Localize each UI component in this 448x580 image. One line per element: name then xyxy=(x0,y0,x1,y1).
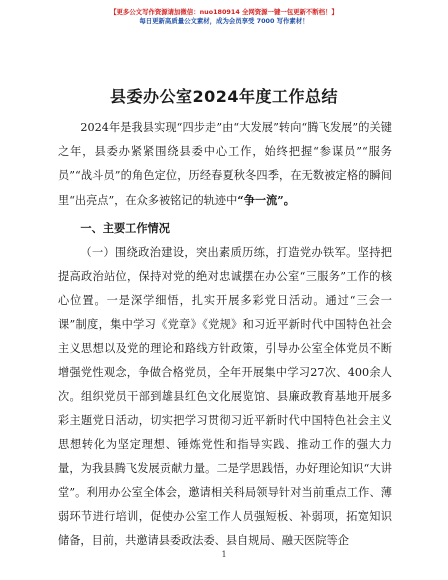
document-title: 县委办公室2024年度工作总结 xyxy=(109,87,339,106)
intro-emphasis: “争一流”。 xyxy=(237,193,295,207)
promo-line-2: 每日更新高质量公文素材，成为会员享受 7000 写作素材！ xyxy=(139,17,309,25)
intro-text: 2024年是我县实现“四步走”由“大发展”转向“腾飞发展”的关键之年，县委办紧紧围绕县委中心工作，始终把握“参谋员”“服务员”“战斗员”的角色定位，历经春夏秋冬四季，在无数被定格的瞬间里“出亮点”，在众多被铭记的轨迹中 xyxy=(58,121,392,207)
page-number: 1 xyxy=(221,550,227,559)
body-paragraph: （一）围绕政治建设，突出素质历练，打造党办铁军。坚持把提高政治站位，保持对党的绝对忠诚摆在办公室“三服务”工作的核心位置。一是深学细悟，扎实开展多彩党日活动。通过“三会一课”制度，集中学习《党章》《党规》和习近平新时代中国特色社会主义思想以及党的理论和路线方针政策，引导办公室全体党员不断增强党性观念，争做合格党员，全年开展集中学习27次、400余人次。组织党员干部到雄县红色文化展览馆、县廉政教育基地开展多彩主题党日活动，切实把学习贯彻习近平新时代中国特色社会主义思想转化为坚定理想、锤炼党性和指导实践、推动工作的强大力量，为我县腾飞发展贡献力量。二是学思践悟，办好理论知识“大讲堂”。利用办公室全体会，邀请相关科局领导针对当前重点工作、薄弱环节进行培训，促使办公室工作人员强短板、补弱项，拓宽知识储备，目前，共邀请县委政法委、县自规局、融天医院等企 xyxy=(58,246,392,547)
section-heading: 一、主要工作情况 xyxy=(80,222,170,235)
document-body xyxy=(58,116,392,553)
promo-line-1: 【更多公文写作资源请加微信：nuo180914 全网资源一键一包更新不断档！】 xyxy=(110,8,338,16)
intro-paragraph xyxy=(58,116,392,213)
promo-banner xyxy=(0,8,448,26)
